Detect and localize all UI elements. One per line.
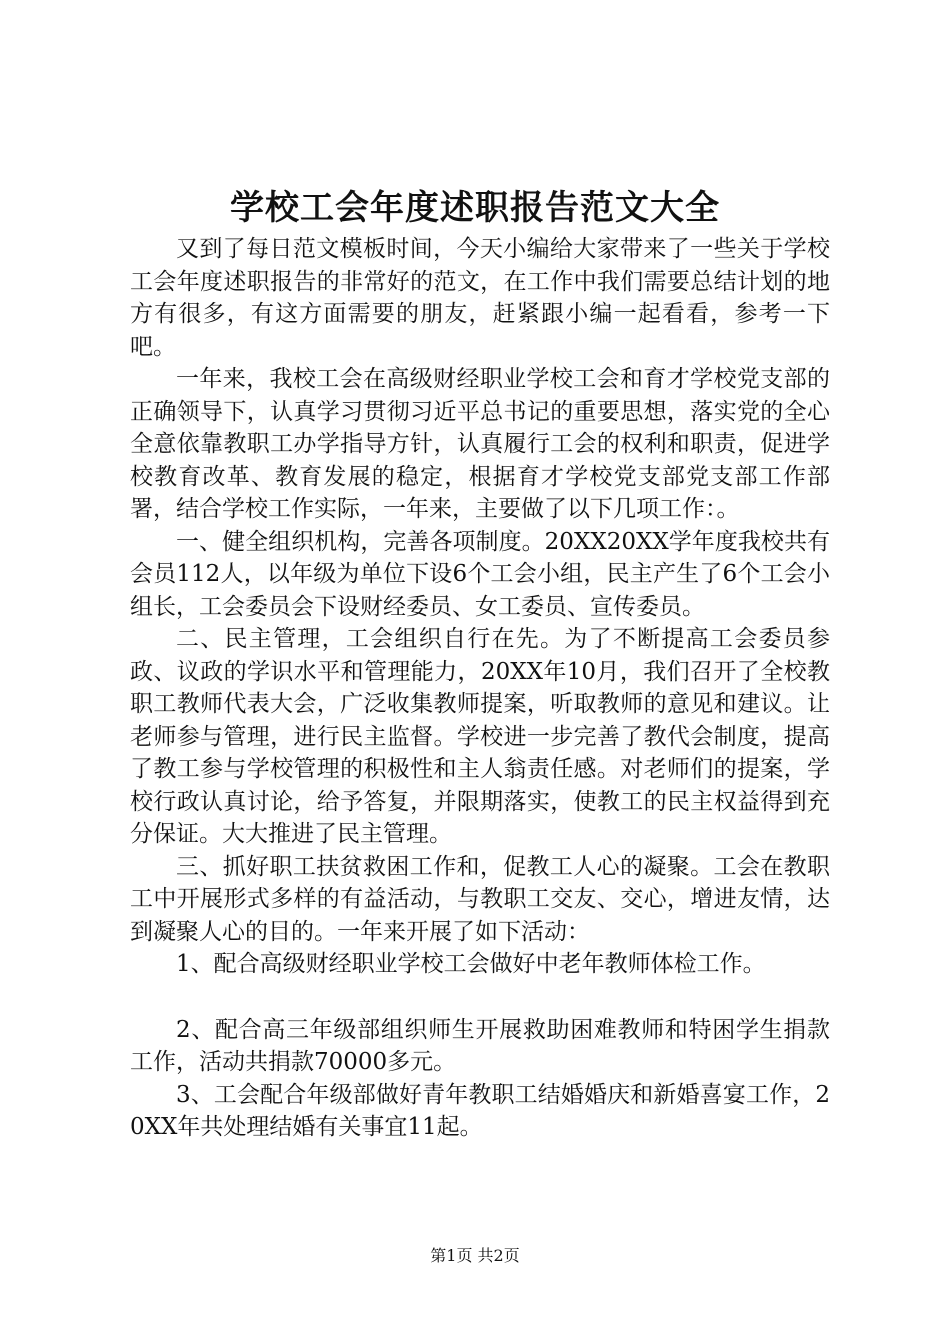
- document-body: [130, 233, 830, 1144]
- paragraph-section-3: 三、抓好职工扶贫救困工作和，促教工人心的凝聚。工会在教职工中开展形式多样的有益活动，与教职工交友、交心，增进友情，达到凝聚人心的目的。一年来开展了如下活动：: [130, 853, 830, 945]
- paragraph-item-2: 2、配合高三年级部组织师生开展救助困难教师和特困学生捐款工作，活动共捐款70000多元。: [130, 1016, 830, 1075]
- page-footer: 第1页 共2页: [430, 1246, 520, 1265]
- paragraph-section-1: 一、健全组织机构，完善各项制度。20XX20XX学年度我校共有会员112人，以年级为单位下设6个工会小组，民主产生了6个工会小组长，工会委员会下设财经委员、女工委员、宣传委员。: [130, 528, 830, 620]
- paragraph-section-2: 二、民主管理，工会组织自行在先。为了不断提高工会委员参政、议政的学识水平和管理能力，20XX年10月，我们召开了全校教职工教师代表大会，广泛收集教师提案，听取教师的意见和建议。让老师参与管理，进行民主监督。学校进一步完善了教代会制度，提高了教工参与学校管理的积极性和主人翁责任感。对老师们的提案，学校行政认真讨论，给予答复，并限期落实，使教工的民主权益得到充分保证。大大推进了民主管理。: [130, 626, 830, 847]
- paragraph-item-3: 3、工会配合年级部做好青年教职工结婚婚庆和新婚喜宴工作，20XX年共处理结婚有关事宜11起。: [130, 1081, 830, 1140]
- paragraph-intro: 又到了每日范文模板时间，今天小编给大家带来了一些关于学校工会年度述职报告的非常好的范文，在工作中我们需要总结计划的地方有很多，有这方面需要的朋友，赶紧跟小编一起看看，参考一下吧。: [130, 236, 830, 360]
- document-title: 学校工会年度述职报告范文大全: [230, 188, 720, 228]
- paragraph-item-1: 1、配合高级财经职业学校工会做好中老年教师体检工作。: [176, 951, 766, 977]
- paragraph-overview: 一年来，我校工会在高级财经职业学校工会和育才学校党支部的正确领导下，认真学习贯彻习近平总书记的重要思想，落实党的全心全意依靠教职工办学指导方针，认真履行工会的权利和职责，促进学校教育改革、教育发展的稳定，根据育才学校党支部党支部工作部署，结合学校工作实际，一年来，主要做了以下几项工作：。: [130, 366, 830, 522]
